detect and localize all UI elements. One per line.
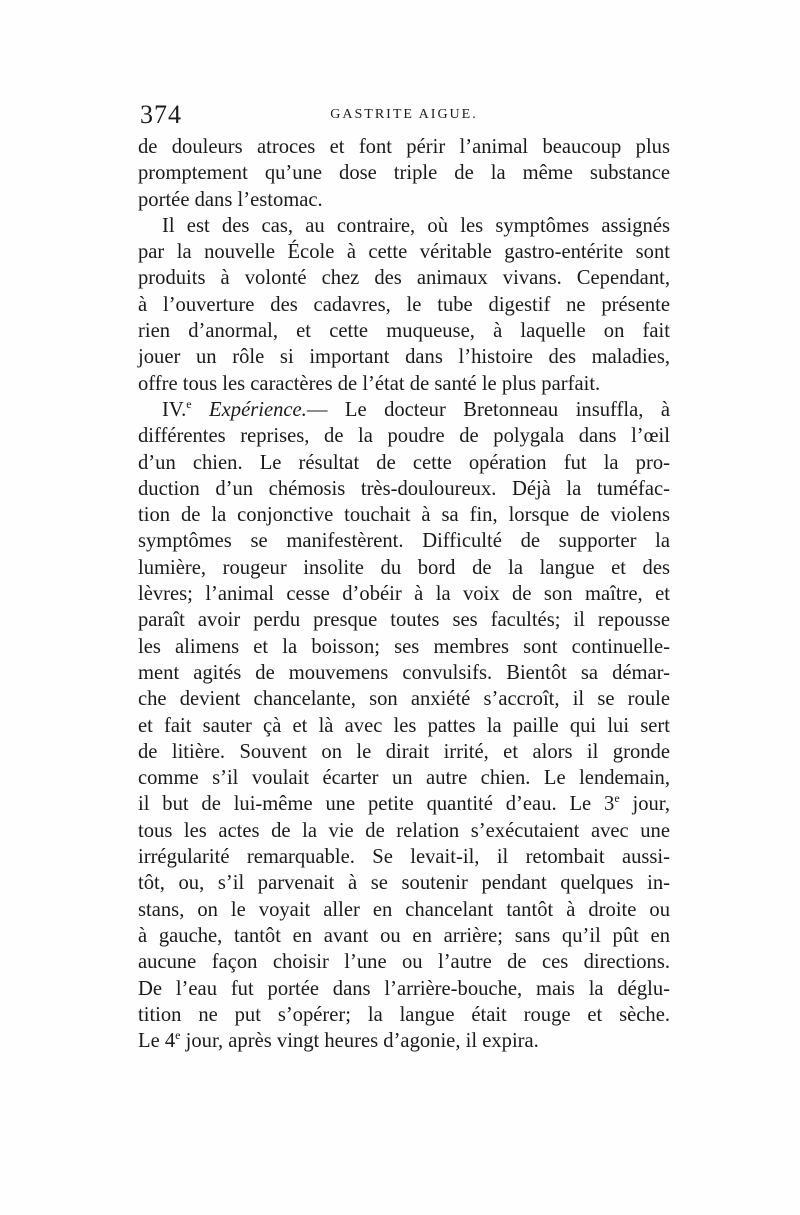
text-line: de douleurs atroces et font périr l’animal beaucoup plus — [138, 136, 670, 158]
text-line: lumière, rougeur insolite du bord de la langue et des — [138, 556, 670, 579]
text-line: et fait sauter çà et là avec les pattes la paille qui lui sert — [138, 714, 670, 737]
text-line: duction d’un chémosis très-douloureux. Déjà la tuméfac- — [138, 477, 670, 500]
text-line: rien d’anormal, et cette muqueuse, à laquelle on fait — [138, 320, 670, 343]
text-line: aucune façon choisir l’une ou l’autre de ces directions. — [138, 951, 670, 974]
text-line: lèvres; l’animal cesse d’obéir à la voix de son maître, et — [138, 583, 670, 606]
text-line: stans, on le voyait aller en chancelant tantôt à droite ou — [138, 898, 670, 921]
text-line: comme s’il voulait écarter un autre chien. Le lendemain, — [138, 767, 670, 790]
running-title: GASTRITE AIGUE. — [330, 107, 478, 122]
text-line: les alimens et la boisson; ses membres sont continuelle- — [138, 635, 670, 658]
day4-line — [138, 1028, 670, 1054]
text-line: de litière. Souvent on le dirait irrité, et alors il gronde — [138, 740, 670, 763]
experiment-numeral-sup: e — [186, 397, 192, 412]
day4-before: Le 4 — [138, 1030, 176, 1053]
text-line: irrégularité remarquable. Se levait-il, il retombait aussi- — [138, 846, 670, 869]
text-line: che devient chancelante, son anxiété s’accroît, il se roule — [138, 688, 670, 711]
text-line: différentes reprises, de la poudre de polygala dans l’œil — [138, 425, 670, 448]
text-line: ment agités de mouvemens convulsifs. Bientôt sa démar- — [138, 661, 670, 684]
day4-sup: e — [175, 1028, 181, 1043]
day4-after: jour, après vingt heures d’agonie, il expira. — [180, 1030, 539, 1053]
text-line: symptômes se manifestèrent. Difficulté de supporter la — [138, 530, 670, 553]
page-header — [140, 100, 668, 130]
experiment-rest: — Le docteur Bretonneau insuffla, à — [306, 398, 670, 421]
text-line: tion de la conjonctive touchait à sa fin, lorsque de violens — [138, 504, 670, 527]
body-text — [138, 134, 670, 1054]
text-line: De l’eau fut portée dans l’arrière-bouche, mais la déglu- — [138, 977, 670, 1000]
text-line: d’un chien. Le résultat de cette opération fut la pro- — [138, 451, 670, 474]
text-line: jouer un rôle si important dans l’histoire des maladies, — [138, 346, 670, 369]
text-line: portée dans l’estomac. — [138, 188, 323, 211]
text-line: Il est des cas, au contraire, où les symptômes assignés — [162, 214, 670, 237]
day3-line — [138, 791, 670, 817]
day3-sup: e — [614, 791, 620, 806]
text-line: tition ne put s’opérer; la langue était rouge et sèche. — [138, 1003, 670, 1026]
text-line: produits à volonté chez des animaux vivans. Cependant, — [138, 267, 670, 290]
page-number: 374 — [140, 100, 182, 129]
text-line: à l’ouverture des cadavres, le tube digestif ne présente — [138, 293, 670, 316]
experiment-heading-line — [138, 397, 670, 423]
experiment-numeral: IV. — [162, 398, 187, 421]
text-line: tôt, ou, s’il parvenait à se soutenir pendant quelques in- — [138, 872, 670, 895]
day3-after: jour, — [619, 793, 670, 816]
day3-before: il but de lui-même une petite quantité d’eau. Le 3 — [138, 793, 615, 816]
text-line: paraît avoir perdu presque toutes ses facultés; il repousse — [138, 609, 670, 632]
text-line: tous les actes de la vie de relation s’exécutaient avec une — [138, 819, 670, 842]
text-line: offre tous les caractères de l’état de santé le plus parfait. — [138, 372, 601, 395]
text-line: par la nouvelle École à cette véritable gastro-entérite sont — [138, 241, 670, 264]
text-line: à gauche, tantôt en avant ou en arrière; sans qu’il pût en — [138, 924, 670, 947]
experiment-label: Expérience. — [209, 398, 307, 421]
text-line: promptement qu’une dose triple de la même substance — [138, 162, 670, 185]
